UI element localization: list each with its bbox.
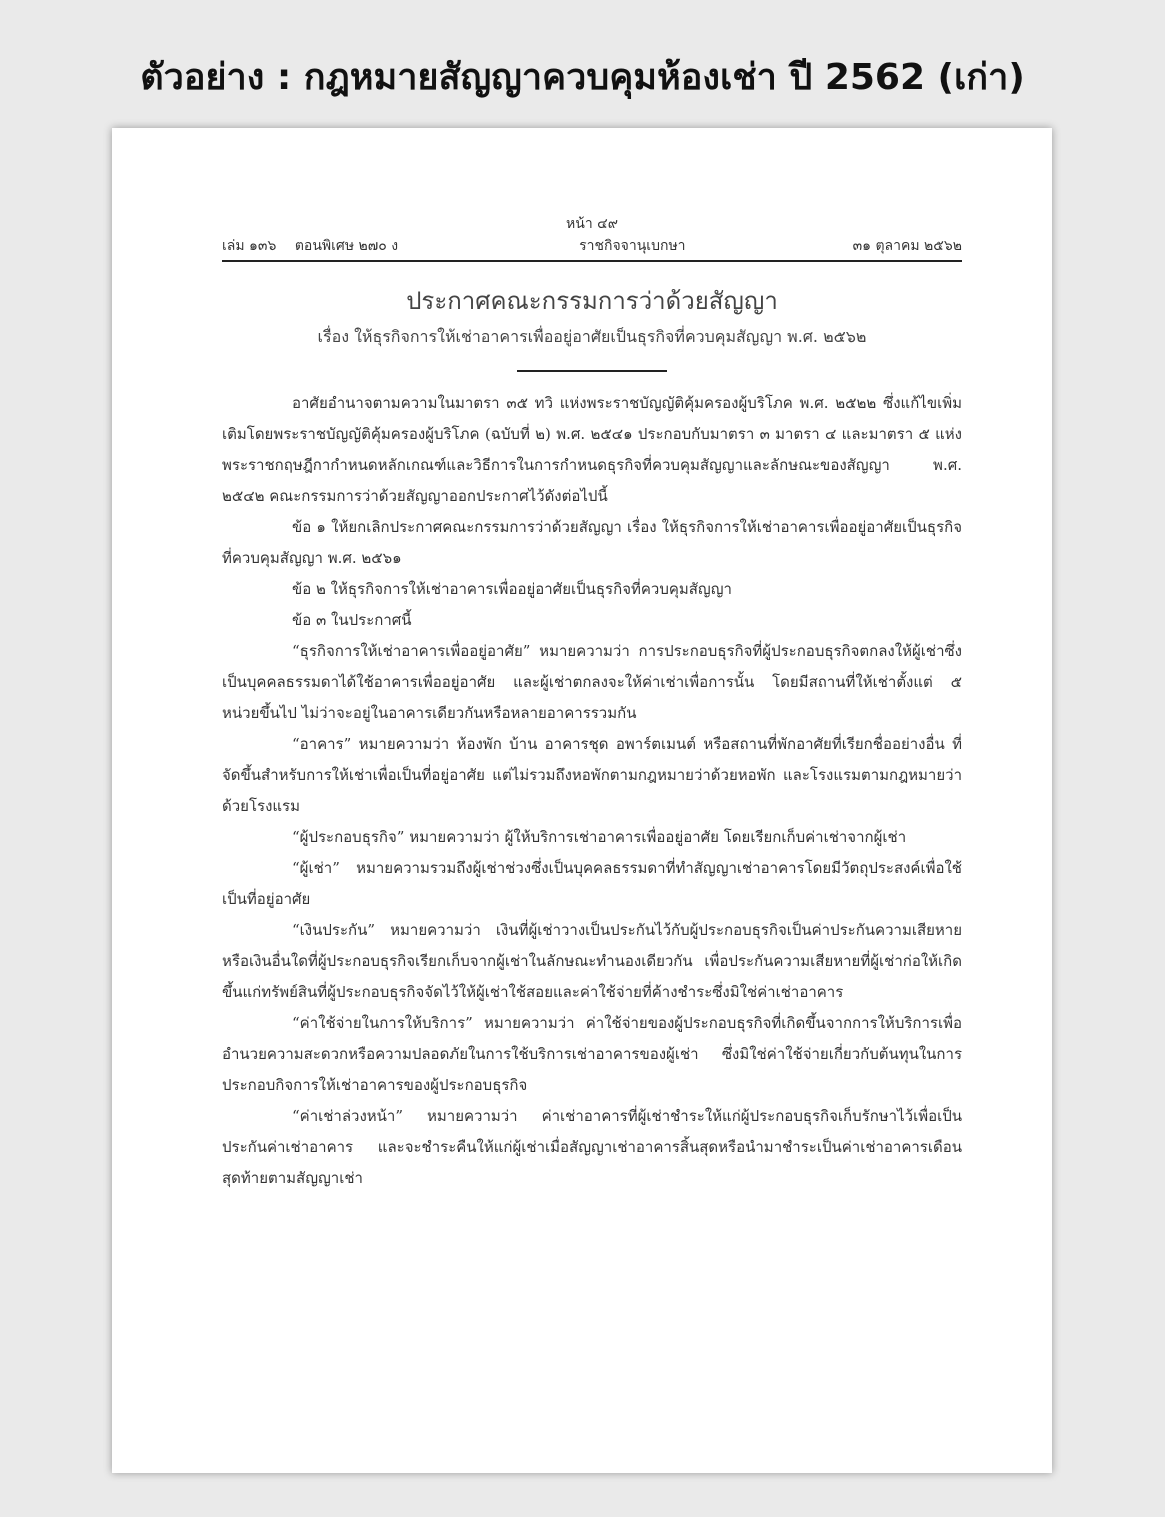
preamble-paragraph: อาศัยอำนาจตามความในมาตรา ๓๕ ทวิ แห่งพระราชบัญญัติคุ้มครองผู้บริโภค พ.ศ. ๒๕๒๒ ซึ่งแก้ไขเพิ่มเติมโดยพระราชบัญญัติคุ้มครองผู้บริโภค (ฉบับที่ ๒) พ.ศ. ๒๕๔๑ ประกอบกับมาตรา ๓ มาตรา ๔ และมาตรา ๕ แห่งพระราชกฤษฎีกากำหนดหลักเกณฑ์และวิธีการในการกำหนดธุรกิจที่ควบคุมสัญญาและลักษณะของสัญญา พ.ศ. ๒๕๔๒ คณะกรรมการว่าด้วยสัญญาออกประกาศไว้ดังต่อไปนี้ xyxy=(222,394,962,505)
gazette-section: ตอนพิเศษ ๒๗๐ ง xyxy=(294,238,399,254)
gazette-header xyxy=(222,234,962,262)
announcement-title: ประกาศคณะกรรมการว่าด้วยสัญญา xyxy=(406,287,778,315)
gazette-document xyxy=(222,214,962,1194)
definition-business: “ธุรกิจการให้เช่าอาคารเพื่ออยู่อาศัย” หมายความว่า การประกอบธุรกิจที่ผู้ประกอบธุรกิจตกลงให้ผู้เช่าซึ่งเป็นบุคคลธรรมดาได้ใช้อาคารเพื่ออยู่อาศัย และผู้เช่าตกลงจะให้ค่าเช่าเพื่อการนั้น โดยมีสถานที่ให้เช่าตั้งแต่ ๕ หน่วยขึ้นไป ไม่ว่าจะอยู่ในอาคารเดียวกันหรือหลายอาคารรวมกัน xyxy=(222,642,962,722)
gazette-volume: เล่ม ๑๓๖ xyxy=(222,238,277,254)
gazette-page-number: หน้า ๔๙ xyxy=(566,216,618,232)
definition-deposit: “เงินประกัน” หมายความว่า เงินที่ผู้เช่าวางเป็นประกันไว้กับผู้ประกอบธุรกิจเป็นค่าประกันความเสียหาย หรือเงินอื่นใดที่ผู้ประกอบธุรกิจเรียกเก็บจากผู้เช่าในลักษณะทำนองเดียวกัน เพื่อประกันความเสียหายที่ผู้เช่าก่อให้เกิดขึ้นแก่ทรัพย์สินที่ผู้ประกอบธุรกิจจัดไว้ให้ผู้เช่าใช้สอยและค่าใช้จ่ายที่ค้างชำระซึ่งมิใช่ค่าเช่าอาคาร xyxy=(222,921,962,1001)
definition-building: “อาคาร” หมายความว่า ห้องพัก บ้าน อาคารชุด อพาร์ตเมนต์ หรือสถานที่พักอาศัยที่เรียกชื่ออย่างอื่น ที่จัดขึ้นสำหรับการให้เช่าเพื่อเป็นที่อยู่อาศัย แต่ไม่รวมถึงหอพักตามกฎหมายว่าด้วยหอพัก และโรงแรมตามกฎหมายว่าด้วยโรงแรม xyxy=(222,735,962,815)
gazette-publication: ราชกิจจานุเบกษา xyxy=(579,238,686,254)
clause-1: ข้อ ๑ ให้ยกเลิกประกาศคณะกรรมการว่าด้วยสัญญา เรื่อง ให้ธุรกิจการให้เช่าอาคารเพื่ออยู่อาศัยเป็นธุรกิจที่ควบคุมสัญญา พ.ศ. ๒๕๖๑ xyxy=(222,518,962,567)
document-sheet xyxy=(112,128,1052,1473)
announcement-subject: เรื่อง ให้ธุรกิจการให้เช่าอาคารเพื่ออยู่อาศัยเป็นธุรกิจที่ควบคุมสัญญา พ.ศ. ๒๕๖๒ xyxy=(317,327,867,346)
definition-operator: “ผู้ประกอบธุรกิจ” หมายความว่า ผู้ให้บริการเช่าอาคารเพื่ออยู่อาศัย โดยเรียกเก็บค่าเช่าจากผู้เช่า xyxy=(292,828,907,846)
title-separator xyxy=(517,370,667,372)
definition-advance-rent: “ค่าเช่าล่วงหน้า” หมายความว่า ค่าเช่าอาคารที่ผู้เช่าชำระให้แก่ผู้ประกอบธุรกิจเก็บรักษาไว้เพื่อเป็นประกันค่าเช่าอาคาร และจะชำระคืนให้แก่ผู้เช่าเมื่อสัญญาเช่าอาคารสิ้นสุดหรือนำมาชำระเป็นค่าเช่าอาคารเดือนสุดท้ายตามสัญญาเช่า xyxy=(222,1107,962,1187)
definition-service-cost: “ค่าใช้จ่ายในการให้บริการ” หมายความว่า ค่าใช้จ่ายของผู้ประกอบธุรกิจที่เกิดขึ้นจากการให้บริการเพื่ออำนวยความสะดวกหรือความปลอดภัยในการใช้บริการเช่าอาคารของผู้เช่า ซึ่งมิใช่ค่าใช้จ่ายเกี่ยวกับต้นทุนในการประกอบกิจการให้เช่าอาคารของผู้ประกอบธุรกิจ xyxy=(222,1014,962,1094)
gazette-date: ๓๑ ตุลาคม ๒๕๖๒ xyxy=(852,238,962,254)
definition-tenant: “ผู้เช่า” หมายความรวมถึงผู้เช่าช่วงซึ่งเป็นบุคคลธรรมดาที่ทำสัญญาเช่าอาคารโดยมีวัตถุประสงค์เพื่อใช้เป็นที่อยู่อาศัย xyxy=(222,859,962,908)
gazette-header-left xyxy=(222,234,412,258)
clause-2: ข้อ ๒ ให้ธุรกิจการให้เช่าอาคารเพื่ออยู่อาศัยเป็นธุรกิจที่ควบคุมสัญญา xyxy=(292,580,732,598)
page-title: ตัวอย่าง : กฎหมายสัญญาควบคุมห้องเช่า ปี 2562 (เก่า) xyxy=(140,57,1025,98)
clause-3: ข้อ ๓ ในประกาศนี้ xyxy=(292,611,412,629)
